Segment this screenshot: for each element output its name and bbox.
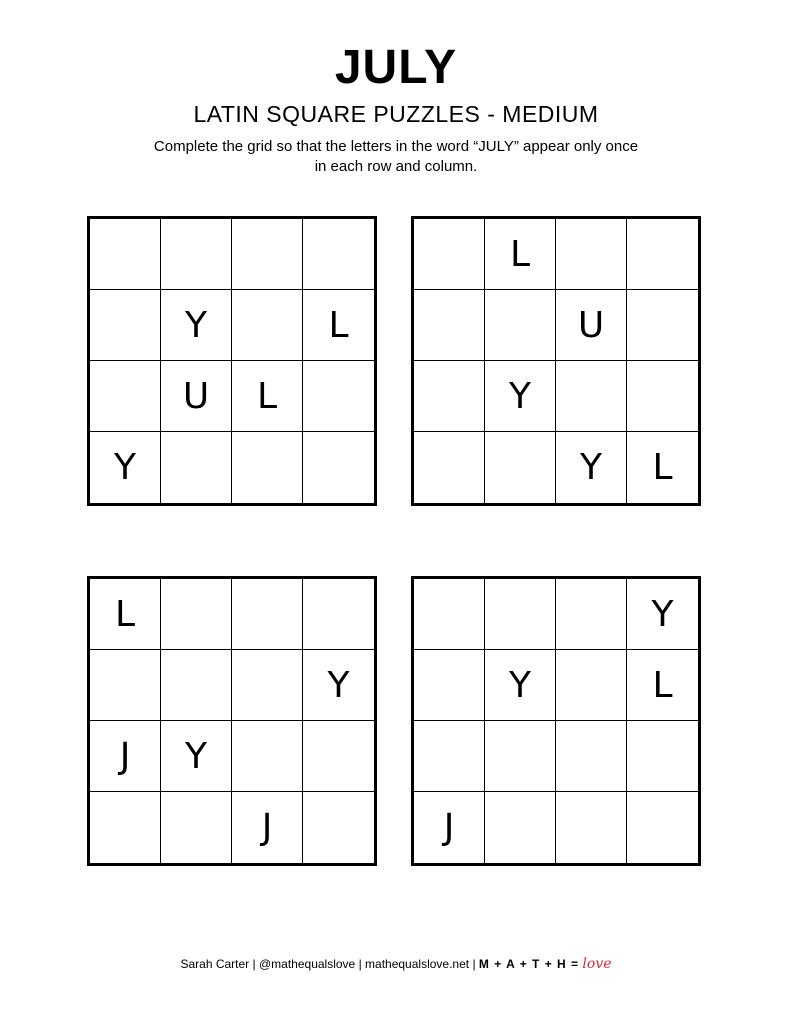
footer-author: Sarah Carter <box>180 957 250 971</box>
page-title: JULY <box>334 41 458 94</box>
page-subtitle: LATIN SQUARE PUZZLES - MEDIUM <box>193 101 599 127</box>
grid-cell[interactable]: Y <box>485 361 556 432</box>
grid-cell[interactable]: Y <box>161 721 232 792</box>
grid-cell[interactable]: Y <box>556 432 627 503</box>
grid-cell[interactable] <box>161 432 232 503</box>
grid-cell[interactable] <box>90 219 161 290</box>
grid-cell[interactable] <box>232 650 303 721</box>
puzzle-grid-4 <box>411 576 701 866</box>
grid-cell[interactable]: L <box>627 650 698 721</box>
grid-cell[interactable]: J <box>414 792 485 863</box>
grid-cell[interactable]: U <box>556 290 627 361</box>
grid-cell[interactable] <box>556 721 627 792</box>
instructions <box>0 137 792 177</box>
footer-handle: @mathequalslove <box>258 957 356 971</box>
grid-cell[interactable]: J <box>232 792 303 863</box>
grid-cell[interactable] <box>414 432 485 503</box>
grid-cell[interactable] <box>90 650 161 721</box>
grid-cell[interactable] <box>414 219 485 290</box>
grid-cell[interactable]: J <box>90 721 161 792</box>
grid-cell[interactable] <box>303 432 374 503</box>
grid-cell[interactable] <box>90 290 161 361</box>
grid-cell[interactable] <box>627 290 698 361</box>
grid-cell[interactable] <box>556 579 627 650</box>
grid-cell[interactable] <box>556 792 627 863</box>
instructions-line-2: in each row and column. <box>314 158 478 175</box>
grid-cell[interactable] <box>627 361 698 432</box>
footer <box>0 955 792 973</box>
grid-cell[interactable]: Y <box>90 432 161 503</box>
grid-cell[interactable]: Y <box>161 290 232 361</box>
grid-cell[interactable] <box>414 650 485 721</box>
grid-cell[interactable] <box>414 579 485 650</box>
grid-cell[interactable] <box>485 290 556 361</box>
puzzle-grid-2 <box>411 216 701 506</box>
footer-separator: | <box>252 957 256 971</box>
grid-cell[interactable] <box>485 721 556 792</box>
grid-cell[interactable]: L <box>90 579 161 650</box>
grid-cell[interactable] <box>627 792 698 863</box>
grid-cell[interactable] <box>232 219 303 290</box>
grid-cell[interactable] <box>303 219 374 290</box>
grid-cell[interactable] <box>161 792 232 863</box>
footer-separator: | <box>358 957 362 971</box>
grid-cell[interactable] <box>232 432 303 503</box>
grid-cell[interactable] <box>627 219 698 290</box>
grid-cell[interactable]: Y <box>485 650 556 721</box>
puzzle-grid-3 <box>87 576 377 866</box>
grid-cell[interactable] <box>161 219 232 290</box>
grid-cell[interactable]: Y <box>627 579 698 650</box>
grid-cell[interactable] <box>627 721 698 792</box>
grid-cell[interactable] <box>232 579 303 650</box>
grid-cell[interactable] <box>232 290 303 361</box>
grid-cell[interactable] <box>414 721 485 792</box>
grid-cell[interactable]: Y <box>303 650 374 721</box>
grid-cell[interactable] <box>232 721 303 792</box>
grid-cell[interactable] <box>303 579 374 650</box>
grid-cell[interactable]: L <box>232 361 303 432</box>
grid-cell[interactable] <box>414 290 485 361</box>
grid-cell[interactable] <box>303 361 374 432</box>
grid-cell[interactable] <box>556 361 627 432</box>
grid-cell[interactable] <box>303 721 374 792</box>
grid-cell[interactable] <box>556 650 627 721</box>
grid-cell[interactable]: L <box>485 219 556 290</box>
grid-cell[interactable]: U <box>161 361 232 432</box>
grid-cell[interactable] <box>485 579 556 650</box>
grid-cell[interactable] <box>90 361 161 432</box>
grid-cell[interactable] <box>485 432 556 503</box>
instructions-line-1: Complete the grid so that the letters in the word “JULY” appear only once <box>153 138 639 155</box>
footer-brand: M + A + T + H = <box>478 957 580 971</box>
grid-cell[interactable] <box>414 361 485 432</box>
grid-cell[interactable] <box>556 219 627 290</box>
grid-cell[interactable] <box>485 792 556 863</box>
grid-cell[interactable] <box>90 792 161 863</box>
grid-cell[interactable] <box>161 650 232 721</box>
footer-website: mathequalslove.net <box>365 957 470 971</box>
footer-separator: | <box>472 957 476 971</box>
grid-cell[interactable] <box>161 579 232 650</box>
puzzle-grid-1 <box>87 216 377 506</box>
grid-cell[interactable] <box>303 792 374 863</box>
grid-cell[interactable]: L <box>652 447 673 488</box>
grid-cell[interactable]: L <box>303 290 374 361</box>
footer-brand-love-logo: love <box>582 956 612 972</box>
